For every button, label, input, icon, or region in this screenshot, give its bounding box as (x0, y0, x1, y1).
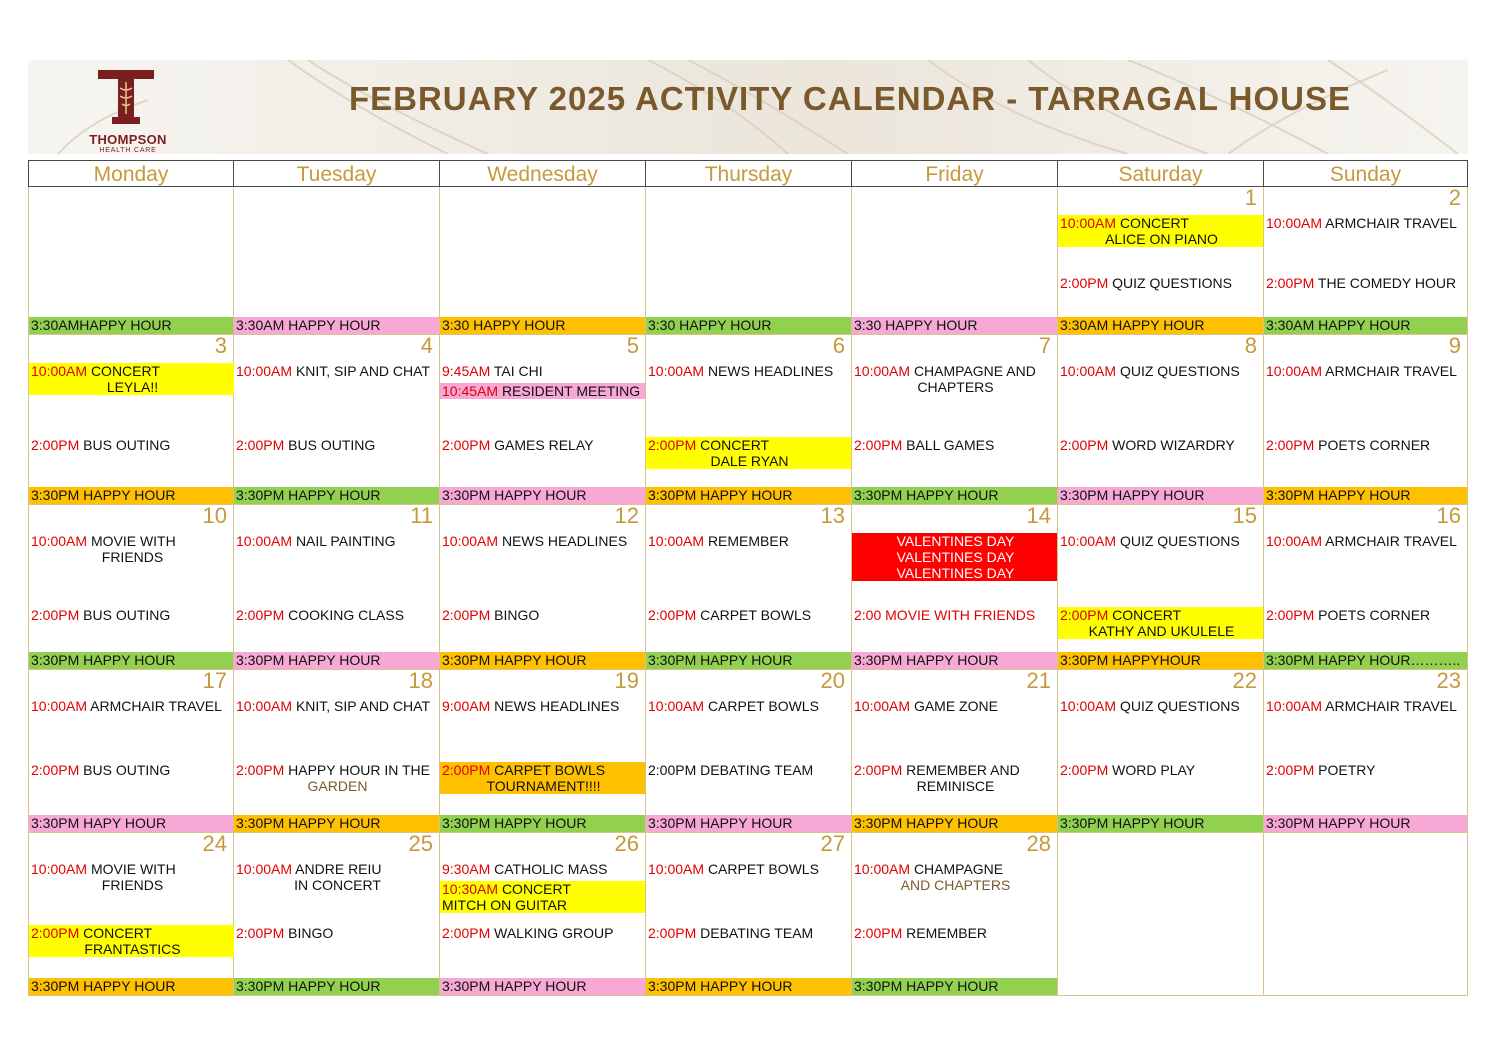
activity-title: CATHOLIC MASS (494, 861, 608, 877)
activity-time: 2:00PM (648, 437, 697, 453)
activity-item[interactable] (29, 698, 234, 714)
happy-hour-bar: 3:30 HAPPY HOUR (646, 317, 851, 334)
activity-title: QUIZ QUESTIONS (1119, 363, 1240, 379)
activity-time: 2:00PM (442, 762, 491, 778)
activity-time: 2:00PM (1266, 275, 1315, 291)
activity-title: RESIDENT MEETING (501, 383, 641, 399)
activity-time: 2:00PM (1060, 607, 1109, 623)
date-number: 18 (408, 668, 433, 693)
date-number: 23 (1436, 668, 1461, 693)
activity-item[interactable] (1264, 363, 1467, 379)
activity-item[interactable] (1058, 607, 1263, 639)
day-header-monday: Monday (28, 160, 234, 187)
page-title: FEBRUARY 2025 ACTIVITY CALENDAR - TARRAGAL HOUSE (348, 80, 1352, 117)
activity-item[interactable] (1264, 607, 1467, 623)
activity-time: 2:00PM (1060, 275, 1109, 291)
activity-time: 2:00PM (442, 437, 491, 453)
day-cell (28, 505, 234, 670)
activity-time: 2:00PM (1266, 437, 1315, 453)
activity-item[interactable] (29, 533, 234, 565)
activity-item[interactable] (852, 607, 1057, 623)
activity-item[interactable] (1058, 363, 1263, 379)
activity-time: 10:00AM (1060, 533, 1117, 549)
happy-hour-bar: 3:30PM HAPPY HOUR (852, 815, 1057, 832)
day-cell (852, 505, 1058, 670)
activity-line2: DALE RYAN (710, 453, 789, 469)
activity-title: REMEMBER (707, 533, 789, 549)
activity-item[interactable] (440, 698, 645, 714)
activity-item[interactable] (29, 762, 234, 778)
day-cell (852, 187, 1058, 335)
activity-title: CARPET BOWLS (700, 607, 812, 623)
activity-title: BINGO (288, 925, 334, 941)
activity-time: 10:00AM (1060, 698, 1117, 714)
activity-time: 2:00PM (854, 762, 903, 778)
happy-hour-bar: 3:30PM HAPPY HOUR (646, 487, 851, 504)
date-number: 21 (1026, 668, 1051, 693)
activity-item[interactable] (440, 437, 645, 453)
activity-time: 2:00PM (442, 925, 491, 941)
activity-time: 9:00AM (442, 698, 491, 714)
day-cell (28, 187, 234, 335)
day-cell (852, 833, 1058, 996)
logo-subtitle: HEALTH CARE (99, 147, 157, 154)
day-cell (234, 335, 440, 505)
activity-time: 10:00AM (1060, 215, 1117, 231)
activity-title: WALKING GROUP (494, 925, 614, 941)
activity-title: WORD WIZARDRY (1112, 437, 1235, 453)
activity-time: 2:00PM (1266, 607, 1315, 623)
day-header-thursday: Thursday (646, 160, 852, 187)
happy-hour-bar: 3:30PM HAPPY HOUR (852, 978, 1057, 995)
activity-title: NEWS HEADLINES (501, 533, 628, 549)
activity-title: TAI CHI (493, 363, 543, 379)
activity-item[interactable] (646, 363, 851, 379)
activity-time: 10:00AM (236, 533, 293, 549)
happy-hour-bar: 3:30AMHAPPY HOUR (29, 317, 233, 334)
activity-title: MOVIE WITH (90, 861, 176, 877)
activity-time: 9:30AM (442, 861, 491, 877)
activity-title: REMEMBER AND (906, 762, 1020, 778)
activity-title: DEBATING TEAM (700, 925, 814, 941)
calendar-grid (28, 160, 1468, 996)
day-cell (440, 833, 646, 996)
activity-item[interactable] (646, 437, 851, 469)
activity-title: COOKING CLASS (288, 607, 405, 623)
day-cell (440, 335, 646, 505)
activity-title: NEWS HEADLINES (707, 363, 834, 379)
activity-time: 10:00AM (236, 698, 293, 714)
activity-time: 2:00PM (236, 437, 285, 453)
happy-hour-bar: 3:30PM HAPPY HOUR (440, 487, 645, 504)
day-cell (646, 670, 852, 833)
activity-time: 10:00AM (31, 861, 88, 877)
activity-line2: FRANTASTICS (84, 941, 181, 957)
day-cell (1264, 335, 1468, 505)
happy-hour-bar: 3:30PM HAPPY HOUR (852, 652, 1057, 669)
day-cell (234, 670, 440, 833)
activity-item[interactable] (234, 363, 439, 379)
date-number: 6 (832, 333, 845, 358)
happy-hour-bar: 3:30PM HAPPY HOUR (440, 652, 645, 669)
activity-time: 10:00AM (1266, 533, 1323, 549)
activity-time: 10:00AM (31, 363, 88, 379)
date-number: 26 (614, 831, 639, 856)
date-number: 22 (1232, 668, 1257, 693)
date-number: 14 (1026, 503, 1051, 528)
activity-item[interactable] (1058, 533, 1263, 549)
activity-title: CONCERT (1119, 215, 1189, 231)
date-number: 12 (614, 503, 639, 528)
activity-time: 10:00AM (648, 861, 705, 877)
happy-hour-bar: 3:30PM HAPPY HOUR (29, 487, 233, 504)
activity-title: THE COMEDY HOUR (1317, 275, 1457, 291)
happy-hour-bar: 3:30PM HAPPY HOUR (29, 652, 233, 669)
happy-hour-bar: 3:30PM HAPPY HOUR (1058, 815, 1263, 832)
activity-title: CHAMPAGNE (913, 861, 1004, 877)
date-number: 19 (614, 668, 639, 693)
activity-time: 10:00AM (1266, 363, 1323, 379)
activity-title: ARMCHAIR TRAVEL (1325, 363, 1457, 379)
activity-time: 10:00AM (1266, 215, 1323, 231)
happy-hour-bar: 3:30PM HAPPY HOUR……….. (1264, 652, 1467, 669)
date-number: 5 (626, 333, 639, 358)
activity-item[interactable] (440, 383, 645, 399)
day-cell (28, 670, 234, 833)
date-number: 10 (202, 503, 227, 528)
activity-item[interactable] (1264, 215, 1467, 231)
activity-title: BUS OUTING (83, 607, 171, 623)
happy-hour-bar: 3:30AM HAPPY HOUR (234, 317, 439, 334)
activity-time: 2:00PM (31, 925, 80, 941)
activity-line2: TOURNAMENT!!!! (486, 778, 601, 794)
activity-time: 2:00PM (31, 437, 80, 453)
activity-time: 2:00PM (648, 925, 697, 941)
activity-item[interactable] (1058, 698, 1263, 714)
date-number: 1 (1244, 185, 1257, 210)
activity-title: ARMCHAIR TRAVEL (1325, 215, 1457, 231)
activity-line2: VALENTINES DAY (896, 549, 1015, 565)
activity-title: QUIZ QUESTIONS (1119, 698, 1240, 714)
day-cell (646, 505, 852, 670)
activity-title: ANDRE REIU (295, 861, 382, 877)
activity-title: CARPET BOWLS (707, 698, 819, 714)
day-cell (1058, 670, 1264, 833)
activity-item[interactable] (440, 925, 645, 941)
activity-line2: REMINISCE (916, 778, 995, 794)
activity-time: 10:00AM (31, 698, 88, 714)
activity-time: 2:00PM (648, 607, 697, 623)
date-number: 2 (1448, 185, 1461, 210)
activity-title: BUS OUTING (83, 437, 171, 453)
day-header-friday: Friday (852, 160, 1058, 187)
activity-title: QUIZ QUESTIONS (1119, 533, 1240, 549)
day-cell (234, 505, 440, 670)
happy-hour-bar: 3:30PM HAPY HOUR (29, 815, 233, 832)
day-cell (440, 505, 646, 670)
day-header-saturday: Saturday (1058, 160, 1264, 187)
activity-title: REMEMBER (906, 925, 988, 941)
logo-name: THOMPSON (89, 132, 167, 147)
happy-hour-bar: 3:30AM HAPPY HOUR (1264, 317, 1467, 334)
day-cell (1058, 833, 1264, 996)
date-number: 20 (820, 668, 845, 693)
activity-title: WORD PLAY (1112, 762, 1196, 778)
activity-item[interactable] (440, 607, 645, 623)
activity-item[interactable] (1058, 437, 1263, 453)
activity-title: GAMES RELAY (494, 437, 594, 453)
activity-time: 10:00AM (648, 363, 705, 379)
activity-item[interactable] (852, 762, 1057, 794)
happy-hour-bar: 3:30PM HAPPY HOUR (440, 815, 645, 832)
activity-time: 10:00AM (648, 698, 705, 714)
activity-item[interactable] (234, 861, 439, 893)
activity-time: 2:00PM (442, 607, 491, 623)
activity-line3: VALENTINES DAY (896, 565, 1015, 581)
activity-item[interactable] (234, 762, 439, 794)
activity-line2: MITCH ON GUITAR (442, 897, 567, 913)
happy-hour-bar: 3:30PM HAPPY HOUR (234, 815, 439, 832)
activity-item[interactable] (440, 861, 645, 877)
day-cell (234, 187, 440, 335)
activity-title: BUS OUTING (83, 762, 171, 778)
activity-time: 2:00PM (236, 607, 285, 623)
happy-hour-bar: 3:30PM HAPPY HOUR (1264, 815, 1467, 832)
activity-item[interactable] (1264, 437, 1467, 453)
activity-item[interactable] (646, 925, 851, 941)
activity-item[interactable] (852, 437, 1057, 453)
day-cell (1264, 505, 1468, 670)
happy-hour-bar: 3:30PM HAPPY HOUR (29, 978, 233, 995)
day-cell (28, 335, 234, 505)
activity-line2: FRIENDS (101, 549, 164, 565)
date-number: 25 (408, 831, 433, 856)
activity-time: 10:00AM (648, 533, 705, 549)
activity-time: 2:00PM (854, 437, 903, 453)
activity-item[interactable] (29, 861, 234, 893)
activity-line2: FRIENDS (101, 877, 164, 893)
activity-line2: CHAPTERS (917, 379, 994, 395)
activity-title: NEWS HEADLINES (494, 698, 620, 714)
day-cell (646, 833, 852, 996)
thompson-logo (80, 66, 176, 152)
day-cell (440, 187, 646, 335)
activity-time: 10:00AM (854, 698, 911, 714)
activity-item[interactable] (29, 925, 234, 957)
day-cell (646, 187, 852, 335)
activity-time: 2:00PM (648, 762, 697, 778)
day-cell (234, 833, 440, 996)
activity-line2: IN CONCERT (294, 877, 381, 893)
day-cell (440, 670, 646, 833)
activity-title: BALL GAMES (906, 437, 995, 453)
activity-item[interactable] (440, 533, 645, 549)
activity-item[interactable] (440, 762, 645, 794)
activity-item[interactable] (646, 533, 851, 549)
happy-hour-bar: 3:30PM HAPPY HOUR (234, 487, 439, 504)
activity-line2: GARDEN (307, 778, 368, 794)
activity-title: CARPET BOWLS (494, 762, 606, 778)
activity-title: MOVIE WITH (90, 533, 176, 549)
activity-time: 2:00PM (1266, 762, 1315, 778)
happy-hour-bar: 3:30PM HAPPY HOUR (1264, 487, 1467, 504)
activity-time: 10:00AM (236, 861, 293, 877)
activity-time: 10:00AM (442, 533, 499, 549)
activity-time: 10:00AM (236, 363, 293, 379)
activity-item[interactable] (1264, 533, 1467, 549)
day-cell (1058, 187, 1264, 335)
day-cell (1264, 833, 1468, 996)
activity-item[interactable] (234, 607, 439, 623)
activity-item[interactable] (29, 437, 234, 453)
happy-hour-bar: 3:30 HAPPY HOUR (852, 317, 1057, 334)
activity-item[interactable] (1264, 762, 1467, 778)
date-number: 4 (420, 333, 433, 358)
activity-title: KNIT, SIP AND CHAT (295, 363, 431, 379)
day-cell (852, 670, 1058, 833)
activity-title: CONCERT (700, 437, 770, 453)
date-number: 8 (1244, 333, 1257, 358)
date-number: 13 (820, 503, 845, 528)
activity-title: QUIZ QUESTIONS (1112, 275, 1232, 291)
happy-hour-bar: 3:30PM HAPPY HOUR (1058, 487, 1263, 504)
activity-time: 10:00AM (854, 363, 911, 379)
activity-time: 2:00PM (31, 762, 80, 778)
activity-title: CONCERT (501, 881, 571, 897)
activity-title: BUS OUTING (288, 437, 376, 453)
activity-title: DEBATING TEAM (700, 762, 814, 778)
activity-title: CONCERT (1112, 607, 1182, 623)
activity-item[interactable] (234, 698, 439, 714)
activity-title: BINGO (494, 607, 540, 623)
activity-title: ARMCHAIR TRAVEL (1325, 533, 1457, 549)
activity-line2: AND CHAPTERS (900, 877, 1011, 893)
happy-hour-bar: 3:30PM HAPPY HOUR (440, 978, 645, 995)
activity-title: GAME ZONE (913, 698, 998, 714)
activity-title: POETS CORNER (1318, 607, 1431, 623)
activity-item[interactable] (1058, 275, 1263, 291)
activity-time: 10:45AM (442, 383, 499, 399)
activity-time: 10:00AM (1266, 698, 1323, 714)
activity-time: 2:00PM (31, 607, 80, 623)
activity-time: 10:30AM (442, 881, 499, 897)
date-number: 17 (202, 668, 227, 693)
activity-item[interactable] (646, 762, 851, 778)
happy-hour-bar: 3:30 HAPPY HOUR (440, 317, 645, 334)
activity-title: NAIL PAINTING (295, 533, 396, 549)
activity-title: CONCERT (90, 363, 160, 379)
day-header-tuesday: Tuesday (234, 160, 440, 187)
activity-item[interactable] (852, 925, 1057, 941)
activity-item[interactable] (646, 861, 851, 877)
happy-hour-bar: 3:30PM HAPPY HOUR (234, 978, 439, 995)
activity-item[interactable] (29, 607, 234, 623)
day-cell (28, 833, 234, 996)
activity-title: HAPPY HOUR IN THE (288, 762, 430, 778)
date-number: 9 (1448, 333, 1461, 358)
day-cell (1058, 505, 1264, 670)
activity-title: POETRY (1318, 762, 1376, 778)
happy-hour-bar: 3:30PM HAPPY HOUR (852, 487, 1057, 504)
happy-hour-bar: 3:30PM HAPPY HOUR (646, 652, 851, 669)
activity-item[interactable] (1264, 698, 1467, 714)
activity-time: 2:00PM (1060, 437, 1109, 453)
activity-item[interactable] (234, 533, 439, 549)
happy-hour-bar: 3:30PM HAPPY HOUR (646, 978, 851, 995)
day-cell (1264, 187, 1468, 335)
activity-line2: LEYLA!! (106, 379, 159, 395)
activity-item[interactable] (1058, 215, 1263, 247)
activity-title: ARMCHAIR TRAVEL (1325, 698, 1457, 714)
activity-item[interactable] (1264, 275, 1467, 291)
activity-item[interactable] (852, 533, 1057, 581)
activity-item[interactable] (29, 363, 234, 395)
activity-line2: ALICE ON PIANO (1105, 231, 1218, 247)
day-cell (646, 335, 852, 505)
day-cell (1264, 670, 1468, 833)
activity-time: 2:00 MOVIE WITH FRIENDS (854, 607, 1036, 623)
activity-item[interactable] (646, 607, 851, 623)
activity-item[interactable] (440, 363, 645, 379)
activity-item[interactable] (234, 437, 439, 453)
day-cell (852, 335, 1058, 505)
activity-title: KNIT, SIP AND CHAT (295, 698, 431, 714)
happy-hour-bar: 3:30PM HAPPYHOUR (1058, 652, 1263, 669)
activity-time: 2:00PM (1060, 762, 1109, 778)
activity-item[interactable] (852, 363, 1057, 395)
activity-title: CONCERT (83, 925, 153, 941)
date-number: 27 (820, 831, 845, 856)
date-number: 3 (214, 333, 227, 358)
activity-time: 10:00AM (31, 533, 88, 549)
date-number: 11 (410, 503, 433, 528)
activity-title: CARPET BOWLS (707, 861, 819, 877)
date-number: 24 (202, 831, 227, 856)
day-cell (1058, 335, 1264, 505)
date-number: 28 (1026, 831, 1051, 856)
activity-time: 2:00PM (854, 925, 903, 941)
date-number: 15 (1232, 503, 1257, 528)
happy-hour-bar: 3:30AM HAPPY HOUR (1058, 317, 1263, 334)
activity-title: ARMCHAIR TRAVEL (90, 698, 222, 714)
activity-item[interactable] (1058, 762, 1263, 778)
activity-line2: KATHY AND UKULELE (1088, 623, 1235, 639)
activity-title: POETS CORNER (1318, 437, 1431, 453)
day-header-sunday: Sunday (1264, 160, 1468, 187)
activity-item[interactable] (852, 698, 1057, 714)
day-header-wednesday: Wednesday (440, 160, 646, 187)
activity-time: 10:00AM (1060, 363, 1117, 379)
activity-time: 9:45AM (442, 363, 491, 379)
logo-t-mark-icon (98, 70, 154, 124)
activity-time: 2:00PM (236, 762, 285, 778)
activity-time: 10:00AM (854, 861, 911, 877)
activity-item[interactable] (852, 861, 1057, 893)
activity-item[interactable] (234, 925, 439, 941)
activity-time: 2:00PM (236, 925, 285, 941)
activity-title: CHAMPAGNE AND (913, 363, 1036, 379)
activity-item[interactable] (440, 881, 645, 913)
date-number: 7 (1038, 333, 1051, 358)
happy-hour-bar: 3:30PM HAPPY HOUR (646, 815, 851, 832)
activity-title: VALENTINES DAY (896, 533, 1015, 549)
activity-item[interactable] (646, 698, 851, 714)
date-number: 16 (1436, 503, 1461, 528)
happy-hour-bar: 3:30PM HAPPY HOUR (234, 652, 439, 669)
